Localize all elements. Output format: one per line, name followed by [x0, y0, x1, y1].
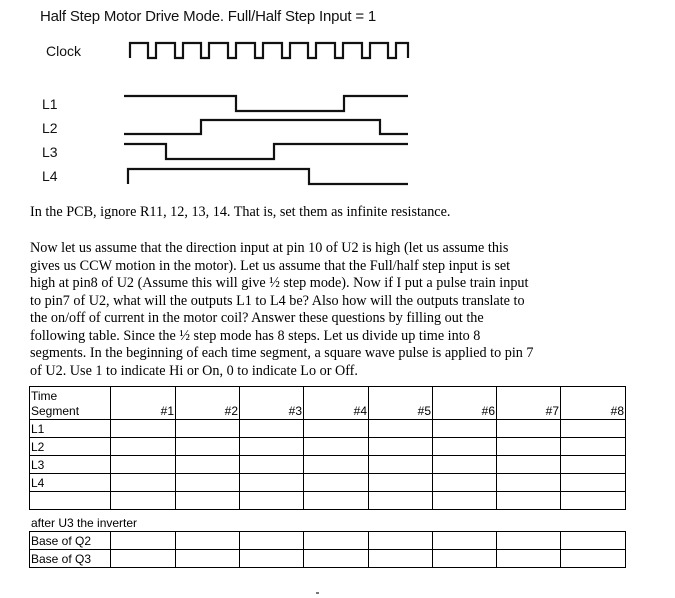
cell[interactable] — [111, 474, 176, 492]
cell[interactable] — [561, 438, 626, 456]
cell[interactable] — [369, 438, 433, 456]
cell[interactable] — [304, 420, 369, 438]
cell[interactable] — [240, 438, 304, 456]
cell[interactable] — [497, 474, 561, 492]
cell[interactable] — [176, 438, 240, 456]
cell[interactable] — [561, 420, 626, 438]
cell[interactable] — [240, 420, 304, 438]
cell[interactable] — [497, 438, 561, 456]
cell[interactable] — [304, 532, 369, 550]
l4-waveform — [128, 169, 408, 184]
cell[interactable] — [240, 456, 304, 474]
paragraph-line: following table. Since the ½ step mode has 8 steps. Let us divide up time into 8 — [30, 327, 481, 344]
table-row — [30, 492, 626, 510]
paragraph-line: to pin7 of U2, what will the outputs L1 to L4 be? Also how will the outputs translate to — [30, 292, 525, 309]
l4-label: L4 — [42, 168, 58, 184]
column-header: #7 — [497, 387, 561, 420]
transistor-base-table — [29, 531, 626, 568]
table-row — [30, 438, 626, 456]
column-header: #3 — [240, 387, 304, 420]
cell[interactable] — [176, 550, 240, 568]
cell[interactable] — [369, 550, 433, 568]
l1-label: L1 — [42, 96, 58, 112]
cell[interactable] — [111, 492, 176, 510]
column-header: #5 — [369, 387, 433, 420]
cell[interactable] — [176, 420, 240, 438]
cell[interactable] — [369, 474, 433, 492]
timing-diagram — [0, 0, 675, 200]
row-label: L2 — [30, 438, 111, 456]
time-segment-table — [29, 386, 626, 510]
paragraph-line: the on/off of current in the motor coil? Answer these questions by filling out the — [30, 310, 484, 326]
cell[interactable] — [176, 474, 240, 492]
paragraph-line: high at pin8 of U2 (Assume this will give ½ step mode). Now if I put a pulse train input — [30, 275, 529, 291]
paragraph-line: of U2. Use 1 to indicate Hi or On, 0 to indicate Lo or Off. — [30, 362, 358, 379]
cell[interactable] — [433, 550, 497, 568]
cell[interactable] — [111, 438, 176, 456]
clock-label: Clock — [46, 43, 82, 59]
cell[interactable] — [561, 550, 626, 568]
column-header: #1 — [111, 387, 176, 420]
l1-waveform — [124, 96, 408, 111]
row-label: L4 — [30, 474, 111, 492]
cell[interactable] — [497, 420, 561, 438]
l3-waveform — [124, 144, 408, 159]
cell[interactable] — [561, 532, 626, 550]
cell[interactable] — [304, 492, 369, 510]
row-label: L3 — [30, 456, 111, 474]
cell[interactable] — [304, 550, 369, 568]
column-header: #4 — [304, 387, 369, 420]
cell[interactable] — [176, 532, 240, 550]
row-label: Base of Q2 — [30, 532, 111, 550]
row-label: L1 — [30, 420, 111, 438]
time-segment-header — [30, 387, 111, 420]
l2-label: L2 — [42, 120, 58, 136]
table-row — [30, 474, 626, 492]
cell[interactable] — [111, 532, 176, 550]
header-time: Time — [31, 389, 58, 403]
instruction-paragraph-1: In the PCB, ignore R11, 12, 13, 14. That is, set them as infinite resistance. — [30, 204, 451, 220]
cell[interactable] — [433, 474, 497, 492]
cell[interactable] — [433, 420, 497, 438]
row-label — [30, 492, 111, 510]
header-segment: Segment — [31, 404, 80, 418]
cell[interactable] — [497, 532, 561, 550]
cell[interactable] — [497, 456, 561, 474]
cell[interactable] — [561, 456, 626, 474]
cell[interactable] — [433, 438, 497, 456]
cell[interactable] — [304, 474, 369, 492]
cell[interactable] — [111, 456, 176, 474]
table-row — [30, 420, 626, 438]
column-header: #2 — [176, 387, 240, 420]
paragraph-line: gives us CCW motion in the motor). Let us assume that the Full/half step input is set — [30, 257, 511, 274]
cell[interactable] — [369, 532, 433, 550]
l3-label: L3 — [42, 144, 58, 160]
inverter-label: after U3 the inverter — [31, 516, 138, 530]
cell[interactable] — [240, 532, 304, 550]
cell[interactable] — [240, 550, 304, 568]
cell[interactable] — [497, 550, 561, 568]
column-header: #8 — [561, 387, 626, 420]
cell[interactable] — [497, 492, 561, 510]
table-row — [30, 550, 626, 568]
cell[interactable] — [433, 456, 497, 474]
cell[interactable] — [304, 456, 369, 474]
cell[interactable] — [433, 492, 497, 510]
cell[interactable] — [176, 492, 240, 510]
cell[interactable] — [111, 420, 176, 438]
cell[interactable] — [176, 456, 240, 474]
table-header-row — [30, 387, 626, 420]
paragraph-line: Now let us assume that the direction input at pin 10 of U2 is high (let us assume this — [30, 240, 509, 256]
decorative-mark — [316, 592, 319, 594]
cell[interactable] — [433, 532, 497, 550]
cell[interactable] — [240, 492, 304, 510]
column-header: #6 — [433, 387, 497, 420]
cell[interactable] — [369, 456, 433, 474]
cell[interactable] — [240, 474, 304, 492]
table-row — [30, 456, 626, 474]
page-title: Half Step Motor Drive Mode. Full/Half Step Input = 1 — [40, 8, 377, 25]
cell[interactable] — [369, 492, 433, 510]
cell[interactable] — [111, 550, 176, 568]
row-label: Base of Q3 — [30, 550, 111, 568]
l2-waveform — [124, 120, 408, 134]
cell[interactable] — [561, 474, 626, 492]
clock-waveform — [130, 43, 408, 58]
table-row — [30, 532, 626, 550]
cell[interactable] — [561, 492, 626, 510]
paragraph-line: segments. In the beginning of each time segment, a square wave pulse is applied to pin 7 — [30, 345, 534, 361]
cell[interactable] — [369, 420, 433, 438]
cell[interactable] — [304, 438, 369, 456]
